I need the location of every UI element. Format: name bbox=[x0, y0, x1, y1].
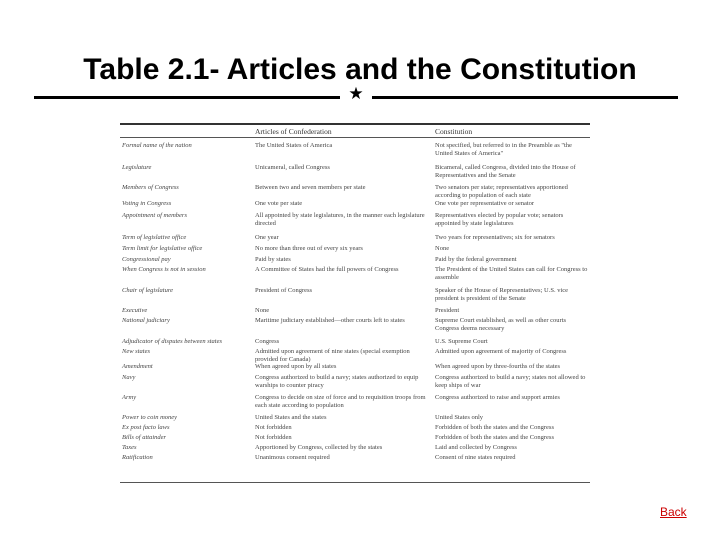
row-label: Voting in Congress bbox=[122, 200, 172, 207]
constitution-cell: Consent of nine states required bbox=[435, 454, 516, 461]
constitution-cell: United States only bbox=[435, 414, 484, 421]
row-label: Appointment of members bbox=[122, 212, 187, 219]
row-label: Amendment bbox=[122, 363, 153, 370]
articles-cell: No more than three out of every six years bbox=[255, 245, 363, 252]
constitution-cell: Bicameral, called Congress, divided into the House of Representatives and the Senate bbox=[435, 164, 576, 179]
table-row bbox=[120, 234, 590, 244]
constitution-cell: One vote per representative or senator bbox=[435, 200, 535, 207]
table-row bbox=[120, 287, 590, 303]
star-icon: ★ bbox=[348, 84, 364, 104]
articles-cell: Unanimous consent required bbox=[255, 454, 330, 461]
table-row bbox=[120, 434, 590, 444]
row-label: Ex post facto laws bbox=[122, 424, 170, 431]
table-row bbox=[120, 348, 590, 364]
row-label: Chair of legislature bbox=[122, 287, 174, 294]
constitution-cell: Congress authorized to raise and support armies bbox=[435, 394, 560, 401]
row-label: Term limit for legislative office bbox=[122, 245, 203, 252]
articles-cell: Between two and seven members per state bbox=[255, 184, 366, 191]
articles-cell: United States and the states bbox=[255, 414, 327, 421]
row-label: Taxes bbox=[122, 444, 137, 451]
articles-cell: One vote per state bbox=[255, 200, 303, 207]
constitution-cell: Not specified, but referred to in the Preamble as "the United States of America" bbox=[435, 142, 572, 157]
constitution-cell: President bbox=[435, 307, 460, 314]
constitution-cell: Congress authorized to build a navy; states not allowed to keep ships of war bbox=[435, 374, 586, 389]
articles-cell: The United States of America bbox=[255, 142, 333, 149]
right-divider bbox=[372, 96, 678, 99]
table-header bbox=[120, 127, 590, 138]
row-label: Executive bbox=[122, 307, 148, 314]
row-label: Power to coin money bbox=[122, 414, 178, 421]
articles-cell: Congress bbox=[255, 338, 280, 345]
constitution-cell: Speaker of the House of Representatives; U.S. vice president is president of the Senate bbox=[435, 287, 569, 302]
constitution-cell: The President of the United States can call for Congress to assemble bbox=[435, 266, 588, 281]
table-row bbox=[120, 317, 590, 333]
slide-title: Table 2.1- Articles and the Constitution bbox=[83, 53, 637, 86]
articles-cell: When agreed upon by all states bbox=[255, 363, 337, 370]
constitution-cell: Paid by the federal government bbox=[435, 256, 517, 263]
constitution-cell: U.S. Supreme Court bbox=[435, 338, 488, 345]
constitution-cell: Two years for representatives; six for senators bbox=[435, 234, 555, 241]
constitution-cell: Forbidden of both the states and the Congress bbox=[435, 434, 554, 441]
row-label: Navy bbox=[122, 374, 136, 381]
row-label: Bills of attainder bbox=[122, 434, 167, 441]
table-row bbox=[120, 184, 590, 200]
row-label: When Congress is not in session bbox=[122, 266, 206, 273]
table-row bbox=[120, 414, 590, 424]
articles-cell: A Committee of States had the full powers of Congress bbox=[255, 266, 399, 273]
row-label: Ratification bbox=[122, 454, 153, 461]
table-row bbox=[120, 142, 590, 158]
table-row bbox=[120, 256, 590, 266]
comparison-table bbox=[120, 123, 590, 483]
row-label: Formal name of the nation bbox=[122, 142, 192, 149]
constitution-cell: Admitted upon agreement of majority of Congress bbox=[435, 348, 567, 355]
table-row bbox=[120, 363, 590, 373]
constitution-cell: Two senators per state; representatives apportioned according to population of each state bbox=[435, 184, 568, 199]
articles-cell: None bbox=[255, 307, 270, 314]
articles-cell: Not forbidden bbox=[255, 434, 292, 441]
articles-cell: President of Congress bbox=[255, 287, 313, 294]
constitution-cell: None bbox=[435, 245, 450, 252]
articles-cell: One year bbox=[255, 234, 279, 241]
table-row bbox=[120, 338, 590, 348]
articles-cell: Paid by states bbox=[255, 256, 291, 263]
back-link[interactable]: Back bbox=[660, 505, 687, 519]
table-row bbox=[120, 394, 590, 410]
articles-cell: Admitted upon agreement of nine states (special exemption provided for Canada) bbox=[255, 348, 410, 363]
constitution-cell: Representatives elected by popular vote; senators appointed by state legislatures bbox=[435, 212, 564, 227]
articles-cell: Not forbidden bbox=[255, 424, 292, 431]
constitution-cell: When agreed upon by three-fourths of the states bbox=[435, 363, 561, 370]
table-row bbox=[120, 164, 590, 180]
constitution-cell: Supreme Court established, as well as other courts Congress deems necessary bbox=[435, 317, 567, 332]
table-row bbox=[120, 454, 590, 464]
table-row bbox=[120, 245, 590, 255]
row-label: Congressional pay bbox=[122, 256, 171, 263]
table-row bbox=[120, 444, 590, 454]
table-row bbox=[120, 266, 590, 282]
row-label: Legislature bbox=[122, 164, 152, 171]
articles-cell: Unicameral, called Congress bbox=[255, 164, 330, 171]
articles-cell: Apportioned by Congress, collected by the states bbox=[255, 444, 383, 451]
row-label: Members of Congress bbox=[122, 184, 179, 191]
row-label: New states bbox=[122, 348, 150, 355]
row-label: Adjudicator of disputes between states bbox=[122, 338, 223, 345]
constitution-cell: Laid and collected by Congress bbox=[435, 444, 517, 451]
table-row bbox=[120, 307, 590, 317]
left-divider bbox=[34, 96, 340, 99]
table-row bbox=[120, 212, 590, 228]
table-row bbox=[120, 200, 590, 210]
constitution-cell: Forbidden of both the states and the Congress bbox=[435, 424, 554, 431]
header-articles: Articles of Confederation bbox=[255, 127, 332, 136]
articles-cell: All appointed by state legislatures, in the manner each legislature directed bbox=[255, 212, 425, 227]
table-bottom-rule bbox=[120, 482, 590, 483]
header-constitution: Constitution bbox=[435, 127, 473, 136]
table-row bbox=[120, 374, 590, 390]
articles-cell: Congress to decide on size of force and to requisition troops from each state according to population bbox=[255, 394, 426, 409]
table-row bbox=[120, 424, 590, 434]
articles-cell: Congress authorized to build a navy; states authorized to equip warships to counter piracy bbox=[255, 374, 419, 389]
row-label: National judiciary bbox=[122, 317, 170, 324]
articles-cell: Maritime judiciary established—other courts left to states bbox=[255, 317, 405, 324]
row-label: Term of legislative office bbox=[122, 234, 187, 241]
row-label: Army bbox=[122, 394, 137, 401]
